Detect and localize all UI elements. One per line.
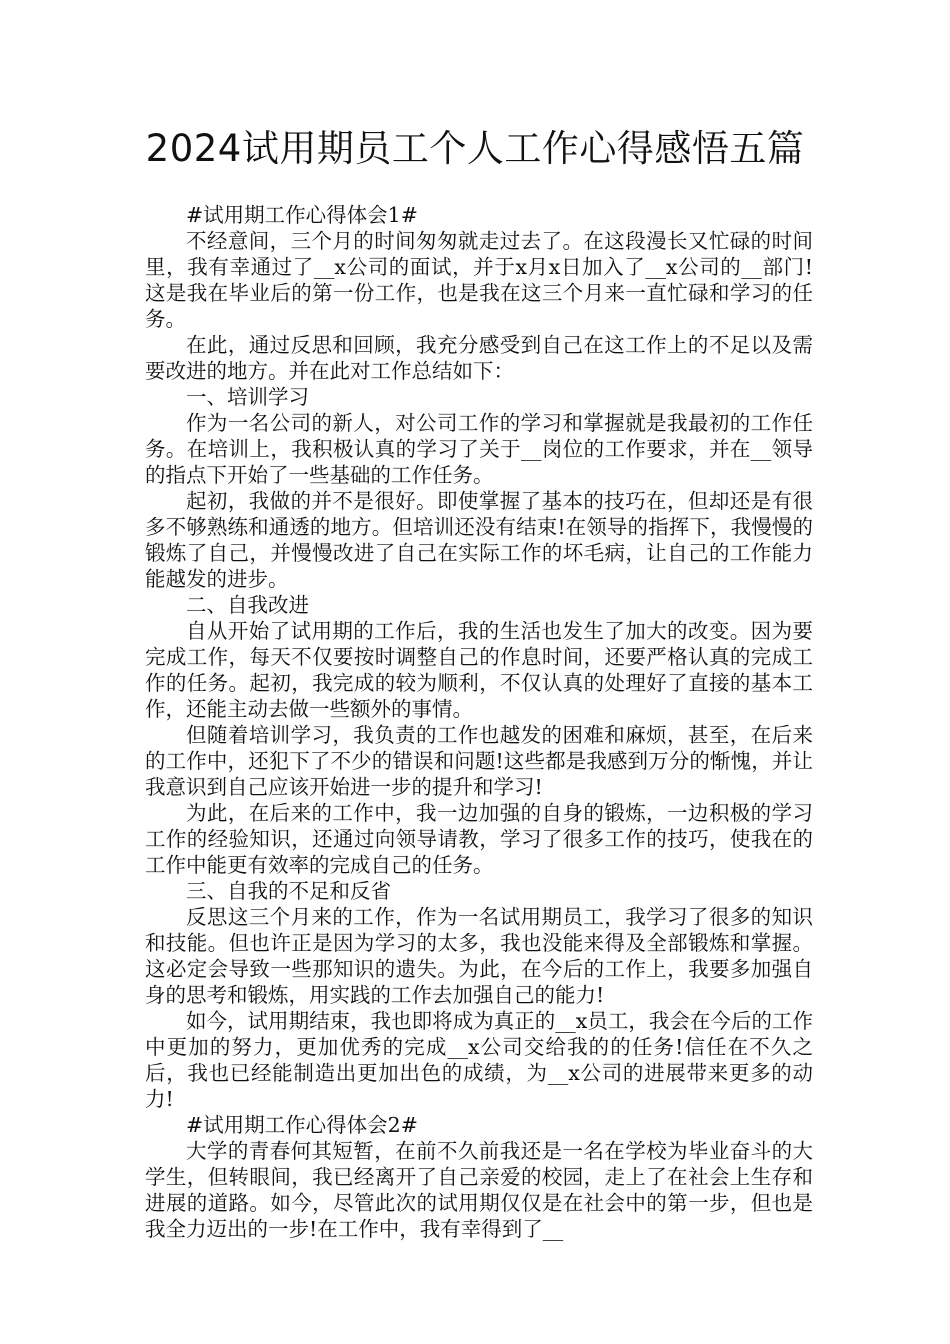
paragraph: 不经意间，三个月的时间匆匆就走过去了。在这段漫长又忙碌的时间里，我有幸通过了__x公司的面试，并于x月x日加入了__x公司的__部门!这是我在毕业后的第一份工作，也是我在这三个月来一直忙碌和学习的任务。 [145, 229, 813, 331]
document-title: 2024试用期员工个人工作心得感悟五篇 [145, 127, 805, 170]
section-heading-1: #试用期工作心得体会1# [186, 203, 418, 227]
paragraph: 大学的青春何其短暂，在前不久前我还是一名在学校为毕业奋斗的大学生，但转眼间，我已经离开了自己亲爱的校园，走上了在社会上生存和进展的道路。如今，尽管此次的试用期仅仅是在社会中的第一步，但也是我全力迈出的一步!在工作中，我有幸得到了__ [145, 1139, 813, 1241]
paragraph: 自从开始了试用期的工作后，我的生活也发生了加大的改变。因为要完成工作，每天不仅要按时调整自己的作息时间，还要严格认真的完成工作的任务。起初，我完成的较为顺利，不仅认真的处理好了直接的基本工作，还能主动去做一些额外的事情。 [145, 619, 813, 721]
paragraph: 如今，试用期结束，我也即将成为真正的__x员工，我会在今后的工作中更加的努力，更加优秀的完成__x公司交给我的的任务!信任在不久之后，我也已经能制造出更加出色的成绩，为__x公司的进展带来更多的动力! [145, 1009, 813, 1111]
paragraph: 为此，在后来的工作中，我一边加强的自身的锻炼，一边积极的学习工作的经验知识，还通过向领导请教，学习了很多工作的技巧，使我在的工作中能更有效率的完成自己的任务。 [145, 801, 813, 877]
paragraph: 反思这三个月来的工作，作为一名试用期员工，我学习了很多的知识和技能。但也许正是因为学习的太多，我也没能来得及全部锻炼和掌握。这必定会导致一些那知识的遗失。为此，在今后的工作上，我要多加强自身的思考和锻炼，用实践的工作去加强自己的能力! [145, 905, 813, 1007]
subheading-training: 一、培训学习 [186, 385, 309, 409]
section-heading-2: #试用期工作心得体会2# [186, 1113, 418, 1137]
subheading-reflection: 三、自我的不足和反省 [186, 879, 391, 903]
paragraph: 作为一名公司的新人，对公司工作的学习和掌握就是我最初的工作任务。在培训上，我积极认真的学习了关于__岗位的工作要求，并在__领导的指点下开始了一些基础的工作任务。 [145, 411, 813, 487]
document-body [145, 202, 813, 1242]
paragraph: 起初，我做的并不是很好。即使掌握了基本的技巧在，但却还是有很多不够熟练和通透的地方。但培训还没有结束!在领导的指挥下，我慢慢的锻炼了自己，并慢慢改进了自己在实际工作的坏毛病，让自己的工作能力能越发的进步。 [145, 489, 813, 591]
paragraph: 但随着培训学习，我负责的工作也越发的困难和麻烦，甚至，在后来的工作中，还犯下了不少的错误和问题!这些都是我感到万分的惭愧，并让我意识到自己应该开始进一步的提升和学习! [145, 723, 813, 799]
subheading-self-improvement: 二、自我改进 [186, 593, 309, 617]
paragraph: 在此，通过反思和回顾，我充分感受到自己在这工作上的不足以及需要改进的地方。并在此对工作总结如下： [145, 333, 813, 383]
